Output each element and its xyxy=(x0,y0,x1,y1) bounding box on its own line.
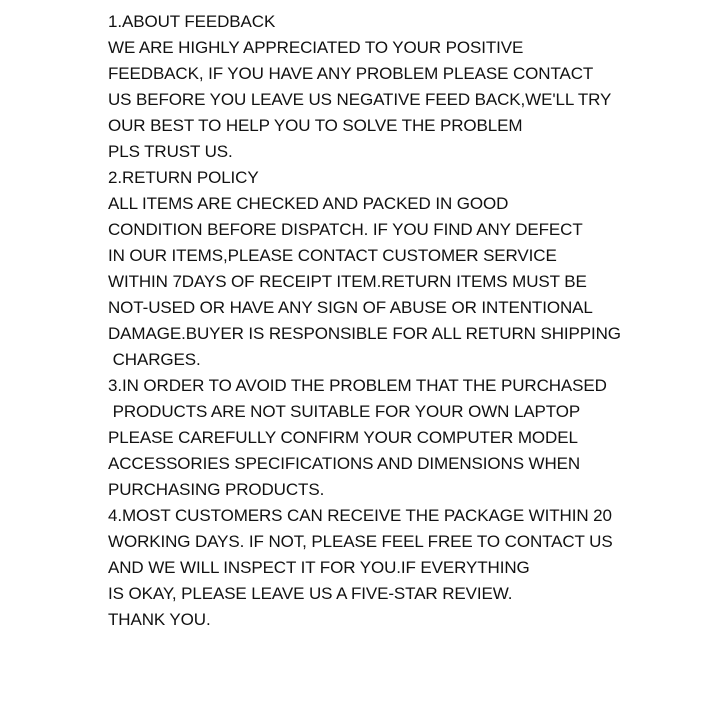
return-policy-text-line: IN OUR ITEMS,PLEASE CONTACT CUSTOMER SERVICE xyxy=(108,246,557,265)
return-policy-text-line: CONDITION BEFORE DISPATCH. IF YOU FIND ANY DEFECT xyxy=(108,220,583,239)
compatibility-text-line: ACCESSORIES SPECIFICATIONS AND DIMENSIONS WHEN xyxy=(108,454,581,473)
compatibility-text-line: PRODUCTS ARE NOT SUITABLE FOR YOUR OWN LAPTOP xyxy=(108,402,581,421)
return-policy-text-line: WITHIN 7DAYS OF RECEIPT ITEM.RETURN ITEMS MUST BE xyxy=(108,272,587,291)
policy-notice xyxy=(108,9,698,633)
delivery-text-line: AND WE WILL INSPECT IT FOR YOU.IF EVERYTHING xyxy=(108,558,530,577)
feedback-heading: 1.ABOUT FEEDBACK xyxy=(108,12,276,31)
feedback-text-line: PLS TRUST US. xyxy=(108,142,233,161)
return-policy-text-line: DAMAGE.BUYER IS RESPONSIBLE FOR ALL RETURN SHIPPING xyxy=(108,324,621,343)
return-policy-text-line: NOT-USED OR HAVE ANY SIGN OF ABUSE OR INTENTIONAL xyxy=(108,298,593,317)
compatibility-text-line: PLEASE CAREFULLY CONFIRM YOUR COMPUTER MODEL xyxy=(108,428,578,447)
compatibility-heading: 3.IN ORDER TO AVOID THE PROBLEM THAT THE PURCHASED xyxy=(108,376,607,395)
compatibility-text-line: PURCHASING PRODUCTS. xyxy=(108,480,325,499)
return-policy-heading: 2.RETURN POLICY xyxy=(108,168,259,187)
feedback-text-line: OUR BEST TO HELP YOU TO SOLVE THE PROBLEM xyxy=(108,116,523,135)
closing-text-line: THANK YOU. xyxy=(108,610,211,629)
feedback-text-line: FEEDBACK, IF YOU HAVE ANY PROBLEM PLEASE CONTACT xyxy=(108,64,594,83)
delivery-text-line: IS OKAY, PLEASE LEAVE US A FIVE-STAR REVIEW. xyxy=(108,584,513,603)
feedback-text-line: WE ARE HIGHLY APPRECIATED TO YOUR POSITIVE xyxy=(108,38,524,57)
return-policy-text-line: CHARGES. xyxy=(108,350,201,369)
return-policy-text-line: ALL ITEMS ARE CHECKED AND PACKED IN GOOD xyxy=(108,194,509,213)
delivery-text-line: WORKING DAYS. IF NOT, PLEASE FEEL FREE TO CONTACT US xyxy=(108,532,613,551)
delivery-heading: 4.MOST CUSTOMERS CAN RECEIVE THE PACKAGE WITHIN 20 xyxy=(108,506,612,525)
feedback-text-line: US BEFORE YOU LEAVE US NEGATIVE FEED BACK,WE'LL TRY xyxy=(108,90,612,109)
